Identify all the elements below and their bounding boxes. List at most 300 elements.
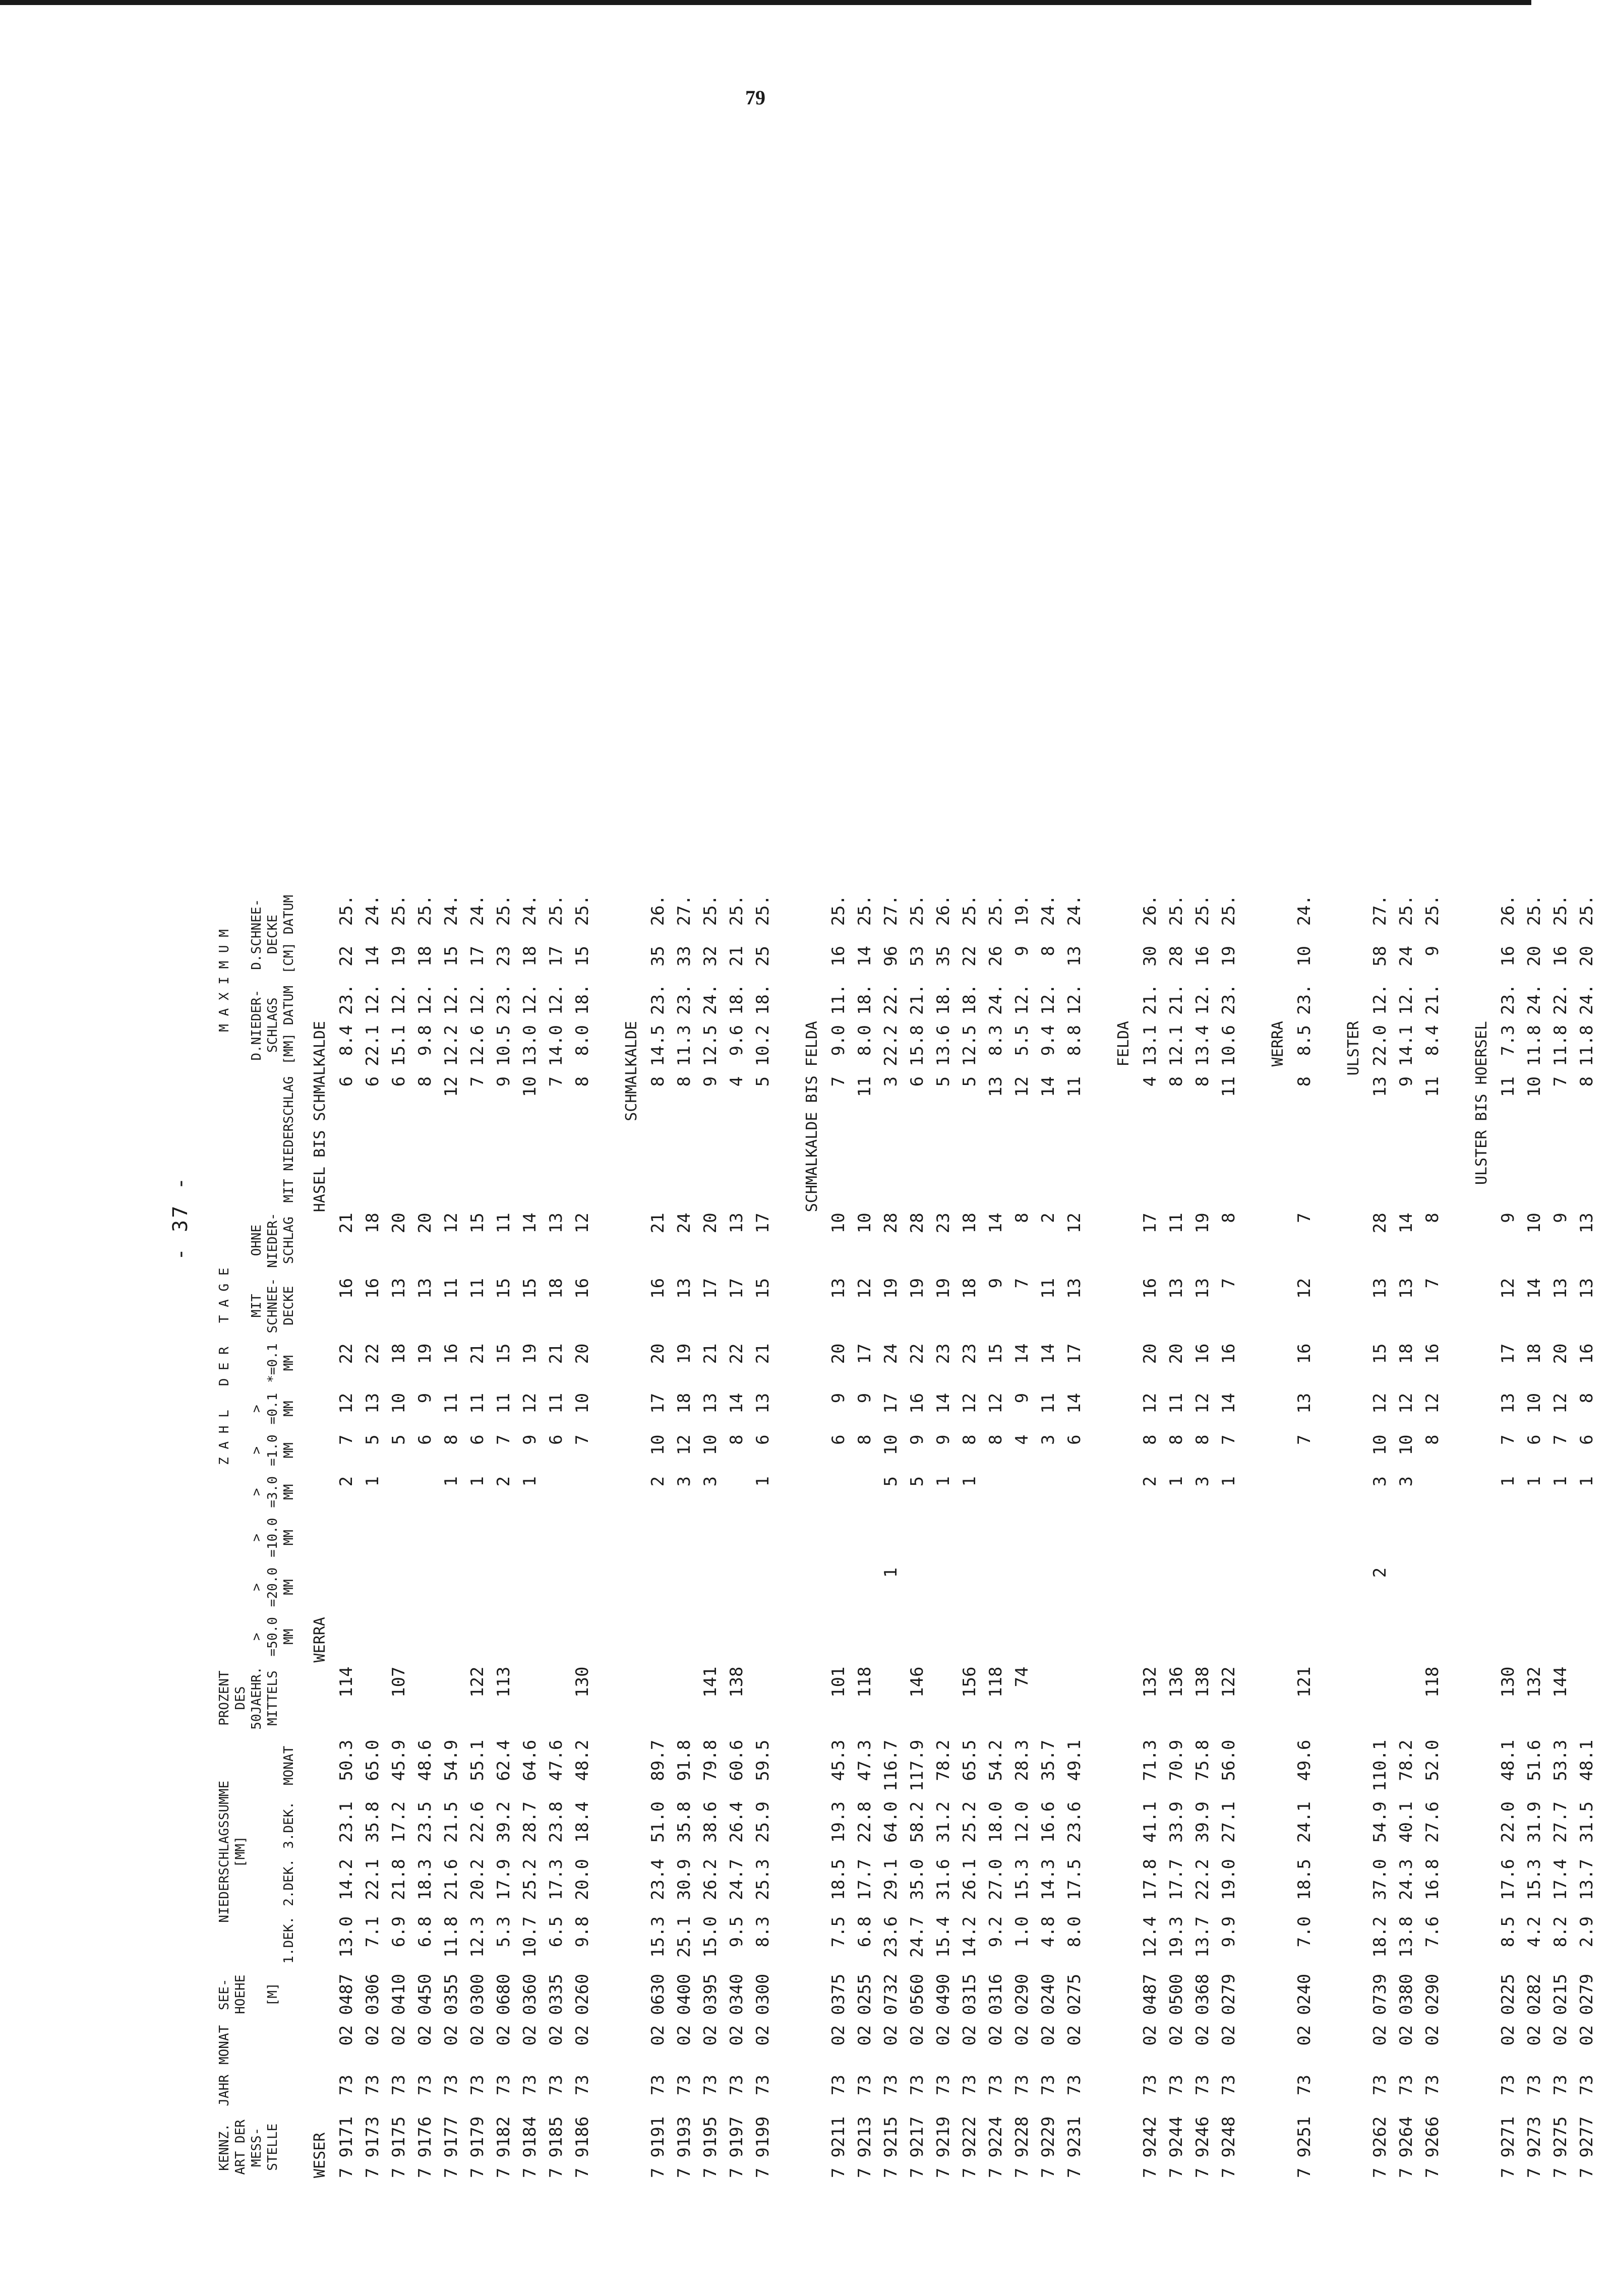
table-cell: 35.8 bbox=[674, 1801, 694, 1843]
table-cell: 13 bbox=[1064, 945, 1085, 966]
table-cell bbox=[438, 1513, 464, 1562]
col-max-schneedecke: D.SCHNEE- DECKE [CM] DATUM bbox=[249, 895, 296, 974]
table-cell: 23. bbox=[336, 984, 356, 1015]
table-cell: 9215 bbox=[881, 2116, 901, 2158]
col-max-niederschlag: D.NIEDER- SCHLAGS [MM] DATUM bbox=[249, 985, 296, 1065]
table-cell: 3 bbox=[1192, 1476, 1213, 1487]
table-cell: 3 bbox=[1396, 1476, 1416, 1487]
col-mit-schneedecke: MIT SCHNEE- DECKE bbox=[249, 1278, 296, 1334]
table-cell: 7 bbox=[336, 1434, 356, 1445]
table-cell: 11 bbox=[546, 1393, 566, 1414]
table-cell: 20.0 bbox=[572, 1858, 592, 1900]
table-cell: 21 bbox=[648, 1213, 668, 1234]
table-cell bbox=[750, 1513, 776, 1562]
table-cell bbox=[852, 1562, 878, 1612]
table-cell: 47.3 bbox=[855, 1739, 875, 1781]
table-cell bbox=[333, 1513, 360, 1562]
table-cell: 50.3 bbox=[336, 1739, 356, 1781]
table-cell: 02 bbox=[960, 2025, 980, 2046]
table-row bbox=[1547, 890, 1574, 2183]
table-cell: 4 bbox=[1140, 1076, 1160, 1087]
col-group-maximum: M A X I M U M bbox=[217, 929, 232, 1032]
table-cell bbox=[825, 1562, 852, 1612]
group-header-row bbox=[1255, 890, 1291, 2183]
table-cell: 7 bbox=[907, 2167, 927, 2178]
table-cell: 12. bbox=[520, 984, 540, 1015]
table-cell bbox=[517, 1513, 543, 1562]
table-cell: 25. bbox=[336, 895, 356, 926]
table-cell: 10 bbox=[572, 1393, 592, 1414]
table-cell bbox=[1009, 1471, 1035, 1513]
table-cell: 7 bbox=[467, 2167, 488, 2178]
table-cell: 24. bbox=[467, 895, 488, 926]
table-cell: 7 bbox=[828, 2167, 849, 2178]
table-cell: 73 bbox=[1140, 2075, 1160, 2095]
table-cell bbox=[543, 1661, 569, 1734]
table-cell: 11 bbox=[1422, 1076, 1443, 1097]
table-cell: 0490 bbox=[933, 1973, 953, 2015]
table-cell: 02 bbox=[415, 2025, 435, 2046]
table-cell: 31.2 bbox=[933, 1801, 953, 1843]
table-cell: 12.0 bbox=[1012, 1801, 1032, 1843]
table-cell: 9228 bbox=[1012, 2116, 1032, 2158]
table-cell bbox=[1393, 1661, 1419, 1734]
table-cell: 78.2 bbox=[933, 1739, 953, 1781]
table-cell: 132 bbox=[1524, 1666, 1544, 1698]
table-cell bbox=[438, 1612, 464, 1661]
table-cell: 10 bbox=[1396, 1434, 1416, 1456]
table-cell: 53 bbox=[907, 945, 927, 966]
table-cell bbox=[852, 1612, 878, 1661]
table-cell: 138 bbox=[1192, 1666, 1213, 1698]
table-cell: 22.0 bbox=[1370, 1024, 1390, 1066]
table-cell: 17.6 bbox=[1498, 1858, 1518, 1900]
group-spacer bbox=[1318, 890, 1331, 2183]
table-cell: 8 bbox=[1166, 1434, 1186, 1445]
table-cell: 45.9 bbox=[389, 1739, 409, 1781]
region-label: WESER bbox=[311, 2132, 329, 2178]
basin-label bbox=[1101, 1612, 1137, 1969]
page-title: - 37 - bbox=[169, 1175, 192, 1260]
table-cell bbox=[1521, 1513, 1547, 1562]
table-cell: 14 bbox=[520, 1213, 540, 1234]
table-cell: 9182 bbox=[494, 2116, 514, 2158]
table-cell bbox=[491, 1562, 517, 1612]
table-cell: 24. bbox=[441, 895, 461, 926]
table-cell bbox=[904, 1562, 930, 1612]
table-cell: 32 bbox=[700, 945, 721, 966]
group-spacer bbox=[1446, 890, 1459, 2183]
table-cell: 118 bbox=[1422, 1666, 1443, 1698]
table-cell: 2 bbox=[1038, 1213, 1058, 1223]
table-cell: 25. bbox=[389, 895, 409, 926]
table-cell: 73 bbox=[494, 2075, 514, 2095]
table-cell: 18. bbox=[855, 984, 875, 1015]
table-row bbox=[983, 890, 1009, 2183]
table-cell bbox=[904, 1513, 930, 1562]
table-cell bbox=[825, 1612, 852, 1661]
table-cell: 7 bbox=[1577, 2167, 1597, 2178]
table-cell: 02 bbox=[1550, 2025, 1571, 2046]
table-cell: 4.8 bbox=[1038, 1916, 1058, 1948]
table-cell: 23. bbox=[648, 984, 668, 1015]
table-cell: 6 bbox=[467, 1434, 488, 1445]
table-cell: 27. bbox=[881, 895, 901, 926]
table-cell: 24. bbox=[1577, 984, 1597, 1015]
table-cell: 118 bbox=[986, 1666, 1006, 1698]
table-cell: 10 bbox=[1524, 1076, 1544, 1097]
table-cell: 24. bbox=[986, 984, 1006, 1015]
table-row bbox=[1137, 890, 1163, 2183]
table-cell: 113 bbox=[494, 1666, 514, 1698]
table-cell bbox=[671, 1562, 697, 1612]
table-cell bbox=[983, 1513, 1009, 1562]
table-cell: 7.1 bbox=[363, 1916, 383, 1948]
table-cell: 8 bbox=[1192, 1076, 1213, 1087]
group-spacer bbox=[595, 890, 609, 2183]
table-cell: 74 bbox=[1012, 1666, 1032, 1687]
table-cell: 12 bbox=[1550, 1393, 1571, 1414]
col-monat-summe: MONAT bbox=[281, 1745, 296, 1786]
table-cell: 28.3 bbox=[1012, 1739, 1032, 1781]
table-cell: 24. bbox=[363, 895, 383, 926]
spacer-cell bbox=[776, 890, 789, 2183]
table-cell: 02 bbox=[389, 2025, 409, 2046]
table-cell: 0410 bbox=[389, 1973, 409, 2015]
table-cell: 11.8 bbox=[1550, 1024, 1571, 1066]
table-cell: 10 bbox=[700, 1434, 721, 1456]
table-cell: 1 bbox=[960, 1476, 980, 1487]
table-cell: 12.5 bbox=[960, 1024, 980, 1066]
table-cell bbox=[569, 1612, 595, 1661]
table-cell: 7 bbox=[960, 2167, 980, 2178]
table-cell: 3 bbox=[674, 1476, 694, 1487]
table-cell: 0487 bbox=[1140, 1973, 1160, 2015]
table-row bbox=[1574, 890, 1600, 2183]
table-cell: 7 bbox=[1219, 1278, 1239, 1289]
table-cell bbox=[543, 1562, 569, 1612]
table-cell: 9 bbox=[855, 1393, 875, 1404]
table-cell: 146 bbox=[907, 1666, 927, 1698]
table-row bbox=[1521, 890, 1547, 2183]
table-cell: 18. bbox=[572, 984, 592, 1015]
table-cell: 73 bbox=[1370, 2075, 1390, 2095]
table-cell: 9275 bbox=[1550, 2116, 1571, 2158]
table-cell: 22. bbox=[881, 984, 901, 1015]
table-cell: 27.1 bbox=[1219, 1801, 1239, 1843]
table-cell: 7 bbox=[700, 2167, 721, 2178]
table-cell: 6 bbox=[546, 1434, 566, 1445]
table-cell bbox=[412, 1612, 438, 1661]
table-cell: 8 bbox=[1577, 1076, 1597, 1087]
table-cell: 31.5 bbox=[1577, 1801, 1597, 1843]
table-cell: 39.2 bbox=[494, 1801, 514, 1843]
table-cell: 73 bbox=[415, 2075, 435, 2095]
table-cell bbox=[1495, 1513, 1521, 1562]
col-ge-1: > =1.0 MM bbox=[249, 1434, 296, 1466]
table-cell: 18 bbox=[674, 1393, 694, 1414]
table-cell: 19 bbox=[674, 1343, 694, 1364]
table-cell: 1 bbox=[881, 1567, 901, 1578]
table-cell: 28 bbox=[1166, 945, 1186, 966]
table-cell: 12 bbox=[1192, 1393, 1213, 1414]
table-cell: 9197 bbox=[727, 2116, 747, 2158]
table-cell bbox=[360, 1562, 386, 1612]
table-cell: 23.4 bbox=[648, 1858, 668, 1900]
table-cell: 9 bbox=[520, 1434, 540, 1445]
table-cell: 9251 bbox=[1294, 2116, 1315, 2158]
table-cell: 9 bbox=[1422, 945, 1443, 956]
table-cell: 79.8 bbox=[700, 1739, 721, 1781]
table-cell: 24. bbox=[1064, 895, 1085, 926]
table-cell: 9184 bbox=[520, 2116, 540, 2158]
section-label: WERRA bbox=[1269, 1021, 1287, 1067]
table-cell: 64.6 bbox=[520, 1739, 540, 1781]
col-kennz: KENNZ. ART DER MESS- STELLE bbox=[217, 2120, 280, 2175]
table-cell: 8 bbox=[1192, 1434, 1213, 1445]
table-cell: 20.2 bbox=[467, 1858, 488, 1900]
table-cell: 13.4 bbox=[1192, 1024, 1213, 1066]
table-cell: 11 bbox=[1038, 1278, 1058, 1299]
table-cell: 26. bbox=[648, 895, 668, 926]
table-cell: 1 bbox=[441, 1476, 461, 1487]
table-cell: 8.3 bbox=[753, 1916, 773, 1948]
table-cell: 3 bbox=[1370, 1476, 1390, 1487]
table-cell: 7 bbox=[1166, 2167, 1186, 2178]
table-cell: 73 bbox=[1577, 2075, 1597, 2095]
table-cell: 35.0 bbox=[907, 1858, 927, 1900]
table-cell: 25 bbox=[753, 945, 773, 966]
table-cell: 12. bbox=[441, 984, 461, 1015]
table-cell bbox=[569, 1471, 595, 1513]
table-cell: 9171 bbox=[336, 2116, 356, 2158]
table-cell: 7 bbox=[828, 1076, 849, 1087]
table-cell: 7.3 bbox=[1498, 1024, 1518, 1056]
col-dek2: 2.DEK. bbox=[281, 1858, 296, 1906]
table-cell: 73 bbox=[1012, 2075, 1032, 2095]
table-cell: 14 bbox=[1219, 1393, 1239, 1414]
table-cell: 20 bbox=[1524, 945, 1544, 966]
table-cell bbox=[983, 1471, 1009, 1513]
table-cell: 12 bbox=[336, 1393, 356, 1414]
table-cell: 24. bbox=[1038, 895, 1058, 926]
table-cell: 9.4 bbox=[1038, 1024, 1058, 1056]
table-cell: 31.6 bbox=[933, 1858, 953, 1900]
table-cell: 22 bbox=[336, 1343, 356, 1364]
table-cell: 96 bbox=[881, 945, 901, 966]
table-cell: 18 bbox=[363, 1213, 383, 1234]
table-cell: 24. bbox=[700, 984, 721, 1015]
table-cell: 3 bbox=[1038, 1434, 1058, 1445]
table-cell: 02 bbox=[1192, 2025, 1213, 2046]
table-cell: 73 bbox=[546, 2075, 566, 2095]
group-header-row bbox=[1331, 890, 1367, 2183]
table-cell: 73 bbox=[336, 2075, 356, 2095]
table-body bbox=[297, 890, 1613, 2183]
table-cell: 14.2 bbox=[960, 1916, 980, 1958]
table-cell: 5 bbox=[363, 1434, 383, 1445]
table-cell bbox=[1393, 1612, 1419, 1661]
table-cell: 23.6 bbox=[881, 1916, 901, 1958]
table-row bbox=[517, 890, 543, 2183]
table-cell: 6 bbox=[907, 1076, 927, 1087]
table-cell: 17.7 bbox=[1166, 1858, 1186, 1900]
table-cell: 6 bbox=[415, 1434, 435, 1445]
table-cell: 0306 bbox=[363, 1973, 383, 2015]
table-cell: 54.2 bbox=[986, 1739, 1006, 1781]
table-cell: 20 bbox=[700, 1213, 721, 1234]
table-cell: 12.5 bbox=[700, 1024, 721, 1066]
table-cell bbox=[1291, 1612, 1318, 1661]
table-cell bbox=[1574, 1562, 1600, 1612]
table-cell: 19 bbox=[907, 1278, 927, 1299]
table-cell: 13 bbox=[1166, 1278, 1186, 1299]
table-cell: 22.1 bbox=[363, 1858, 383, 1900]
table-cell: 19. bbox=[1012, 895, 1032, 926]
table-cell bbox=[724, 1562, 750, 1612]
table-row bbox=[333, 890, 360, 2183]
table-cell: 12. bbox=[1192, 984, 1213, 1015]
table-row bbox=[1189, 890, 1216, 2183]
table-cell: 7 bbox=[933, 2167, 953, 2178]
table-cell: 35.7 bbox=[1038, 1739, 1058, 1781]
table-cell: 12. bbox=[1064, 984, 1085, 1015]
table-cell: 54.9 bbox=[1370, 1801, 1390, 1843]
table-cell bbox=[930, 1661, 957, 1734]
table-cell: 13 bbox=[828, 1278, 849, 1299]
table-cell: 28 bbox=[1370, 1213, 1390, 1234]
table-cell: 11 bbox=[494, 1213, 514, 1234]
table-cell: 64.0 bbox=[881, 1801, 901, 1843]
table-cell bbox=[1137, 1513, 1163, 1562]
table-cell: 0400 bbox=[674, 1973, 694, 2015]
table-cell bbox=[1163, 1612, 1189, 1661]
table-cell: 12. bbox=[1038, 984, 1058, 1015]
table-cell: 73 bbox=[1550, 2075, 1571, 2095]
table-cell bbox=[1495, 1612, 1521, 1661]
table-cell: 12 bbox=[1012, 1076, 1032, 1097]
table-cell bbox=[878, 1612, 904, 1661]
table-cell: 6 bbox=[1524, 1434, 1544, 1445]
table-cell: 24.3 bbox=[1396, 1858, 1416, 1900]
table-cell: 20 bbox=[415, 1213, 435, 1234]
table-cell: 14 bbox=[727, 1393, 747, 1414]
table-cell: 12 bbox=[441, 1076, 461, 1097]
table-cell: 4 bbox=[727, 1076, 747, 1087]
table-cell: 11 bbox=[1166, 1213, 1186, 1234]
table-cell: 11 bbox=[1064, 1076, 1085, 1097]
table-cell bbox=[697, 1562, 724, 1612]
table-cell: 51.6 bbox=[1524, 1739, 1544, 1781]
table-cell bbox=[724, 1471, 750, 1513]
table-cell: 7 bbox=[1192, 2167, 1213, 2178]
table-cell: 10 bbox=[1294, 945, 1315, 966]
table-cell: 24 bbox=[1396, 945, 1416, 966]
table-cell: 11.3 bbox=[674, 1024, 694, 1066]
table-cell: 25. bbox=[855, 895, 875, 926]
table-cell: 37.0 bbox=[1370, 1858, 1390, 1900]
table-cell: 141 bbox=[700, 1666, 721, 1698]
table-cell: 19 bbox=[520, 1343, 540, 1364]
group-header-row bbox=[1459, 890, 1495, 2183]
table-cell: 13 bbox=[1396, 1278, 1416, 1299]
table-cell: 13 bbox=[1498, 1393, 1518, 1414]
spacer-cell bbox=[1088, 890, 1101, 2183]
table-row bbox=[878, 890, 904, 2183]
table-cell: 02 bbox=[1166, 2025, 1186, 2046]
table-cell: 65.0 bbox=[363, 1739, 383, 1781]
group-header-row bbox=[609, 890, 645, 2183]
table-cell: 73 bbox=[986, 2075, 1006, 2095]
table-cell: 25. bbox=[700, 895, 721, 926]
table-cell: 2.9 bbox=[1577, 1916, 1597, 1948]
table-cell: 48.2 bbox=[572, 1739, 592, 1781]
table-cell: 24.7 bbox=[907, 1916, 927, 1958]
table-cell: 9199 bbox=[753, 2116, 773, 2158]
table-cell: 18 bbox=[960, 1213, 980, 1234]
table-cell: 12 bbox=[1396, 1393, 1416, 1414]
table-cell bbox=[750, 1562, 776, 1612]
table-cell: 26.2 bbox=[700, 1858, 721, 1900]
basin-label bbox=[1331, 1612, 1367, 1969]
table-cell: 02 bbox=[828, 2025, 849, 2046]
table-cell: 25. bbox=[1550, 895, 1571, 926]
table-cell bbox=[1061, 1513, 1088, 1562]
table-cell: 6 bbox=[1064, 1434, 1085, 1445]
table-cell: 18 bbox=[1524, 1343, 1544, 1364]
table-cell: 118 bbox=[855, 1666, 875, 1698]
table-row bbox=[543, 890, 569, 2183]
table-row bbox=[904, 890, 930, 2183]
table-cell: 6 bbox=[336, 1076, 356, 1087]
table-cell: 14 bbox=[1038, 1076, 1058, 1097]
col-ohne-niederschlag: OHNE NIEDER- SCHLAG bbox=[249, 1213, 296, 1268]
table-cell: 0355 bbox=[441, 1973, 461, 2015]
table-cell: 12.2 bbox=[441, 1024, 461, 1066]
col-ge-50: > =50.0 MM bbox=[249, 1617, 296, 1657]
table-cell: 20 bbox=[1550, 1343, 1571, 1364]
table-cell: 9246 bbox=[1192, 2116, 1213, 2158]
table-cell: 10 bbox=[881, 1434, 901, 1456]
table-cell: 18.3 bbox=[415, 1858, 435, 1900]
table-cell: 18. bbox=[960, 984, 980, 1015]
table-cell: 20 bbox=[648, 1343, 668, 1364]
table-cell: 11 bbox=[441, 1278, 461, 1299]
table-cell: 7.5 bbox=[828, 1916, 849, 1948]
table-cell: 2 bbox=[1370, 1567, 1390, 1578]
group-spacer bbox=[1088, 890, 1101, 2183]
table-cell: 25.3 bbox=[753, 1858, 773, 1900]
table-cell bbox=[1521, 1612, 1547, 1661]
table-row bbox=[464, 890, 491, 2183]
table-cell: 21 bbox=[336, 1213, 356, 1234]
table-cell bbox=[1547, 1513, 1574, 1562]
table-cell: 10.2 bbox=[753, 1024, 773, 1066]
table-cell: 73 bbox=[1192, 2075, 1213, 2095]
table-cell: 0300 bbox=[753, 1973, 773, 2015]
table-cell: 8 bbox=[1422, 1213, 1443, 1223]
table-cell: 14 bbox=[933, 1393, 953, 1414]
table-cell bbox=[957, 1612, 983, 1661]
table-cell bbox=[1521, 1562, 1547, 1612]
table-cell: 10 bbox=[1370, 1434, 1390, 1456]
basin-label bbox=[789, 1612, 825, 1969]
table-cell: 12 bbox=[674, 1434, 694, 1456]
table-cell: 91.8 bbox=[674, 1739, 694, 1781]
table-cell bbox=[1009, 1562, 1035, 1612]
table-cell: 8.5 bbox=[1294, 1024, 1315, 1056]
basin-label: WERRA bbox=[311, 1617, 329, 1663]
